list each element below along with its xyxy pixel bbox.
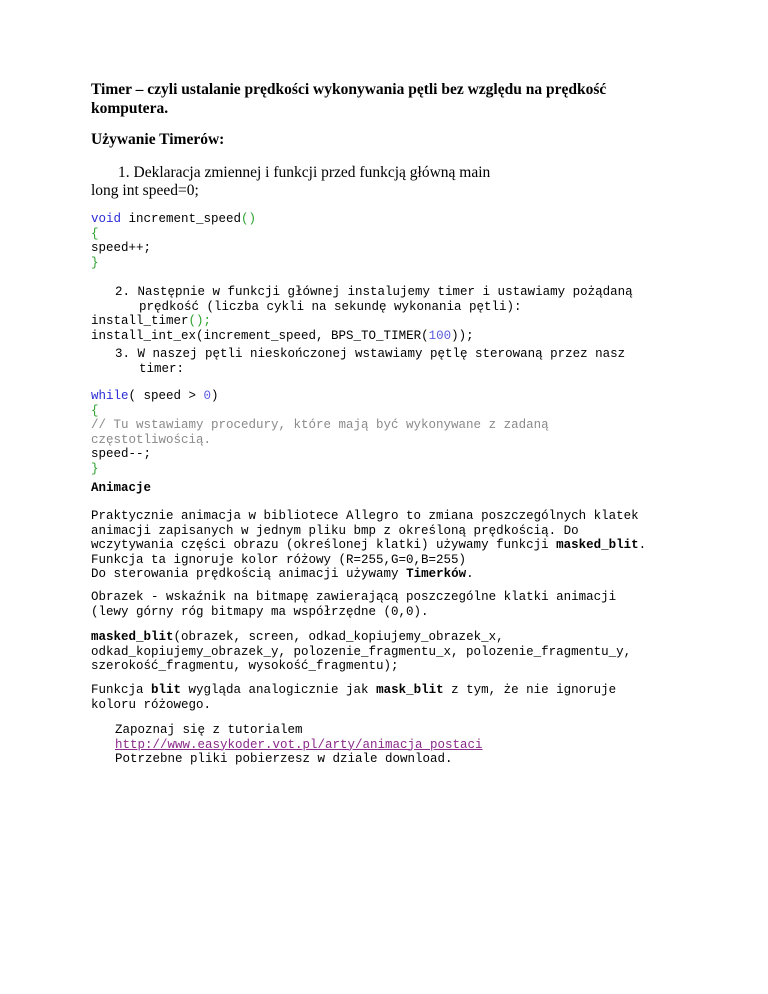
text-line: szerokość_fragmentu, wysokość_fragmentu); bbox=[91, 659, 399, 674]
code-keyword: void bbox=[91, 212, 122, 226]
code-comment-line: // Tu wstawiamy procedury, które mają być wykonywane z zadaną bbox=[91, 418, 549, 433]
animation-paragraph-2 bbox=[91, 590, 616, 619]
code-line bbox=[91, 314, 474, 329]
page-title: Timer – czyli ustalanie prędkości wykonywania pętli bez względu na prędkość komputera. bbox=[91, 81, 607, 117]
code-block-install-timer bbox=[91, 314, 474, 343]
text-span: wygląda analogicznie jak bbox=[181, 683, 377, 697]
code-block-increment-speed bbox=[91, 212, 256, 270]
code-keyword: while bbox=[91, 389, 129, 403]
code-line bbox=[91, 329, 474, 344]
code-punct: ) bbox=[211, 389, 219, 403]
text-line: Praktycznie animacja w bibliotece Allegro to zmiana poszczególnych klatek bbox=[91, 509, 639, 523]
text-line bbox=[91, 567, 646, 582]
code-line: { bbox=[91, 403, 99, 418]
code-line: speed--; bbox=[91, 447, 152, 462]
text-line: odkad_kopiujemy_obrazek_y, polozenie_fragmentu_x, polozenie_fragmentu_y, bbox=[91, 644, 632, 659]
step-1-text: 1. Deklaracja zmiennej i funkcji przed funkcją główną main bbox=[118, 164, 491, 181]
step-2-line-1: 2. Następnie w funkcji głównej instalujemy timer i ustawiamy pożądaną bbox=[115, 285, 633, 299]
text-line: Zapoznaj się z tutorialem bbox=[115, 723, 303, 737]
text-span: . bbox=[638, 538, 647, 553]
code-number: 0 bbox=[203, 389, 212, 403]
declaration-text: long int speed=0; bbox=[91, 182, 199, 199]
tutorial-note bbox=[91, 723, 483, 767]
step-3-line-2: timer: bbox=[139, 361, 185, 376]
code-parens: () bbox=[241, 212, 257, 226]
bold-term: Timerków bbox=[406, 567, 467, 582]
code-fn: install_int_ex bbox=[91, 328, 197, 343]
code-args: (increment_speed, BPS_TO_TIMER( bbox=[196, 328, 429, 343]
text-line bbox=[91, 738, 483, 753]
text-span: wczytywania części obrazu (określonej klatki) używamy funkcji bbox=[91, 538, 557, 553]
text-line bbox=[91, 683, 616, 698]
code-line bbox=[91, 212, 256, 227]
text-line: (lewy górny róg bitmapy ma współrzędne (0,0). bbox=[91, 604, 429, 619]
step-3-line-1: 3. W naszej pętli nieskończonej wstawiamy pętlę sterowaną przez nasz bbox=[115, 347, 626, 361]
step-2-text bbox=[91, 285, 633, 314]
animation-paragraph-4 bbox=[91, 683, 616, 712]
code-number: 100 bbox=[428, 328, 452, 343]
bold-function-name: mask_blit bbox=[376, 683, 444, 697]
text-span: . bbox=[466, 567, 474, 582]
text-line bbox=[91, 630, 631, 645]
step-3-text bbox=[91, 347, 625, 376]
text-span: Funkcja bbox=[91, 683, 152, 697]
bold-function-name: masked_blit bbox=[91, 630, 174, 644]
code-fn: increment_speed bbox=[121, 212, 242, 226]
text-line: Potrzebne pliki pobierzesz w dziale download. bbox=[115, 752, 453, 767]
tutorial-link[interactable]: http://www.easykoder.vot.pl/arty/animacja_postaci bbox=[115, 737, 483, 752]
text-line: animacji zapisanych w jednym pliku bmp z określoną prędkością. Do bbox=[91, 523, 579, 538]
bold-function-name: masked_blit bbox=[556, 538, 639, 553]
section-heading-animations: Animacje bbox=[91, 481, 152, 495]
bold-function-name: blit bbox=[151, 683, 182, 697]
code-punct: )); bbox=[451, 328, 474, 343]
text-span: (obrazek, screen, odkad_kopiujemy_obrazek_x, bbox=[173, 630, 504, 644]
code-comment-line: częstotliwością. bbox=[91, 432, 212, 447]
code-line: { bbox=[91, 226, 99, 241]
code-line: speed++; bbox=[91, 241, 152, 256]
code-punct: (); bbox=[188, 314, 212, 328]
code-fn: install_timer bbox=[91, 314, 189, 328]
animation-paragraph-3 bbox=[91, 630, 631, 674]
text-span: z tym, że nie ignoruje bbox=[443, 683, 617, 697]
section-heading-timers: Używanie Timerów: bbox=[91, 131, 225, 148]
code-line bbox=[91, 389, 549, 404]
text-line: Obrazek - wskaźnik na bitmapę zawierającą poszczególne klatki animacji bbox=[91, 590, 617, 604]
step-2-line-2: prędkość (liczba cykli na sekundę wykonania pętli): bbox=[139, 299, 522, 314]
code-cond: ( speed > bbox=[128, 389, 204, 403]
text-span: Do sterowania prędkością animacji używamy bbox=[91, 567, 407, 582]
code-line: } bbox=[91, 255, 99, 270]
code-block-while-loop bbox=[91, 389, 549, 477]
code-line: } bbox=[91, 461, 99, 476]
animation-paragraph-1 bbox=[91, 509, 646, 582]
text-line: koloru różowego. bbox=[91, 697, 212, 712]
text-line: Funkcja ta ignoruje kolor różowy (R=255,G=0,B=255) bbox=[91, 552, 467, 567]
text-line bbox=[91, 538, 646, 553]
